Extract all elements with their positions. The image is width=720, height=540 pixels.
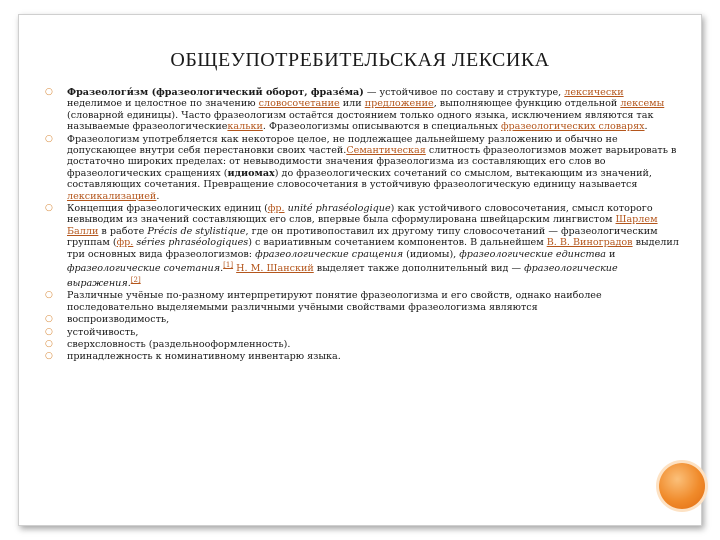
term-italic: фразеологические единства — [459, 248, 606, 260]
text: или — [339, 98, 365, 110]
slide — [18, 14, 702, 526]
text: выделяет также дополнительный вид — — [313, 263, 525, 275]
text: — устойчивое по составу и структуре, — [363, 87, 565, 98]
list-item — [45, 339, 681, 350]
circle-outline-icon: ○ — [45, 133, 53, 144]
text: Различные учёные по-разному интерпретируют понятие фразеологизма и его свойств, однако наиболее последовательно выделяемыми различными учёными свойствами фразеологизма являются — [67, 290, 602, 313]
text: воспроизводимость, — [67, 314, 170, 326]
text: ) до фразеологических сочетаний со смыслом, вытекающим из значений, составляющих сочетания. Превращение словосочетания в устойчивую фразеологическую единицу называется — [67, 167, 652, 191]
text: . — [644, 121, 648, 133]
link-french[interactable]: фр. — [116, 237, 134, 249]
text: ) как устойчивого словосочетания, смысл которого невыводим из значений составляющих его слов, впервые была сформулирована швейцарским лингвистом — [67, 203, 653, 226]
list-item — [45, 290, 681, 313]
decorative-circle-icon — [659, 463, 705, 509]
circle-outline-icon: ○ — [45, 326, 53, 337]
term-bold: идиомах — [227, 167, 275, 179]
footnote-link[interactable]: [2] — [130, 275, 141, 284]
text: (идиомы), — [403, 248, 460, 260]
term-bold: Фразеологи́зм (фразеологический оборот, фразе́ма) — [67, 87, 364, 98]
link-phraseological-dictionaries[interactable]: фразеологических словарях — [500, 121, 645, 133]
text: , выполняющее функцию отдельной — [433, 98, 621, 110]
link-semantic[interactable]: Семантическая — [346, 145, 426, 157]
text: принадлежность к номинативному инвентарю языка. — [67, 351, 341, 363]
text: в работе — [98, 225, 148, 237]
text: Концепция фразеологических единиц ( — [67, 203, 268, 215]
link-calques[interactable]: кальки — [227, 121, 263, 133]
list-item — [45, 203, 681, 289]
link-vinogradov[interactable]: В. В. Виноградов — [546, 237, 633, 249]
list-item — [45, 134, 681, 202]
list-item — [45, 314, 681, 325]
list-item — [45, 327, 681, 338]
term-italic: unité phraséologique — [284, 203, 391, 215]
link-lexicalization[interactable]: лексикализацией — [67, 190, 157, 202]
term-italic: фразеологические сочетания — [67, 263, 221, 275]
text: и — [605, 248, 616, 260]
text: устойчивость, — [67, 326, 139, 338]
text: сверхсловность (раздельнооформленность). — [67, 338, 291, 350]
list-item — [45, 351, 681, 362]
term-italic: séries phraséologiques — [133, 237, 249, 249]
term-italic: фразеологические сращения — [255, 248, 404, 260]
link-shansky[interactable]: Н. М. Шанский — [236, 263, 314, 275]
list-item — [45, 87, 681, 133]
text: . — [220, 263, 224, 275]
text: . — [127, 277, 131, 289]
footnote-link[interactable]: [1] — [223, 261, 234, 270]
term-italic: фразеологические выражения — [67, 263, 618, 289]
link-word-combination[interactable]: словосочетание — [258, 98, 340, 110]
text: . Фразеологизмы описываются в специальных — [262, 121, 501, 133]
link-sentence[interactable]: предложение — [364, 98, 434, 110]
circle-outline-icon: ○ — [45, 314, 53, 325]
text: Фразеологизм употребляется как некоторое целое, не подлежащее дальнейшему разложению и обычно не допускающее внутри себя перестановки своих частей. — [67, 133, 618, 157]
circle-outline-icon: ○ — [45, 351, 53, 362]
link-lexeme[interactable]: лексемы — [620, 98, 665, 110]
link-lexically[interactable]: лексически — [564, 87, 624, 98]
term-italic: Précis de stylistique — [147, 225, 246, 237]
text: . — [156, 190, 160, 202]
circle-outline-icon: ○ — [45, 338, 53, 349]
text: выделил три основных вида фразеологизмов: — [67, 237, 679, 260]
slide-title: ОБЩЕУПОТРЕБИТЕЛЬСКАЯ ЛЕКСИКА — [170, 49, 550, 71]
text: , где он противопоставил их другому типу словосочетаний — фразеологическим группам ( — [67, 225, 658, 249]
link-french[interactable]: фр. — [267, 203, 285, 215]
link-bally[interactable]: Шарлем Балли — [67, 214, 658, 237]
text: ) с вариативным сочетанием компонентов. В дальнейшем — [248, 237, 547, 249]
circle-outline-icon: ○ — [45, 203, 53, 214]
text: (словарной единицы). Часто фразеологизм остаётся достоянием только одного языка, исключением являются так называемые фразеологические — [67, 109, 654, 133]
text: неделимое и целостное по значению — [67, 98, 259, 110]
text: слитность фразеологизмов может варьировать в достаточно широких пределах: от невыводимости значения фразеологизма из составляющих его слов во фразеологических сращениях ( — [67, 145, 677, 179]
circle-outline-icon: ○ — [45, 290, 53, 301]
slide-content — [45, 87, 681, 364]
circle-outline-icon: ○ — [45, 87, 53, 97]
